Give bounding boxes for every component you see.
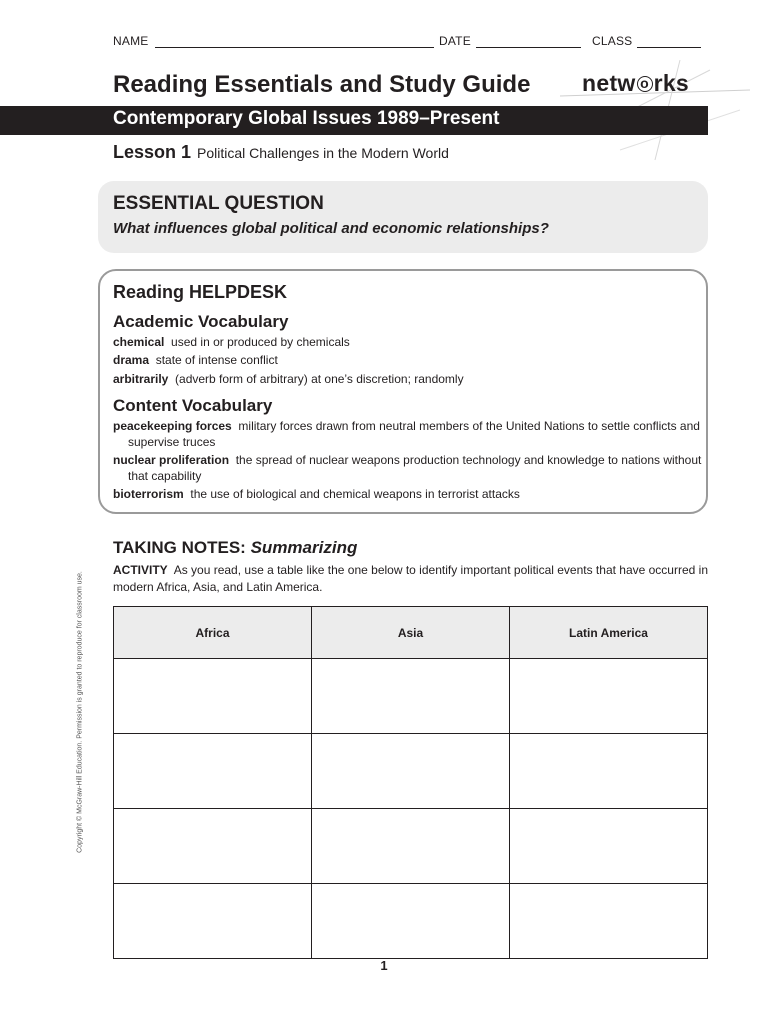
- column-header-africa: Africa: [114, 607, 312, 659]
- notes-table: [113, 606, 708, 959]
- essential-question-text: What influences global political and economic relationships?: [113, 220, 549, 237]
- table-cell[interactable]: [510, 659, 708, 734]
- page-title: Reading Essentials and Study Guide: [113, 71, 531, 98]
- table-cell[interactable]: [312, 809, 510, 884]
- name-label: NAME: [113, 34, 149, 48]
- name-field[interactable]: [155, 47, 434, 48]
- table-cell[interactable]: [114, 659, 312, 734]
- lesson-title: Political Challenges in the Modern World: [197, 145, 449, 161]
- vocab-entry-arbitrarily: arbitrarily (adverb form of arbitrary) at one’s discretion; randomly: [113, 372, 464, 386]
- table-header-row: [114, 607, 708, 659]
- copyright-notice: Copyright © McGraw-Hill Education. Permission is granted to reproduce for classroom use.: [76, 571, 84, 853]
- table-cell[interactable]: [114, 734, 312, 809]
- class-field[interactable]: [637, 47, 701, 48]
- brand-logo: netw o rks: [582, 70, 690, 96]
- vocab-entry-peacekeeping-forces: peacekeeping forces military forces drawn from neutral members of the United Nations to settle conflicts and supervise truces: [113, 419, 700, 449]
- table-cell[interactable]: [312, 884, 510, 959]
- activity-instructions: ACTIVITY As you read, use a table like the one below to identify important political events that have occurred in modern Africa, Asia, and Latin America.: [113, 563, 708, 594]
- date-label: DATE: [439, 34, 471, 48]
- table-row: [114, 734, 708, 809]
- essential-question-box: [98, 181, 708, 253]
- class-label: CLASS: [592, 34, 633, 48]
- lesson-number: Lesson 1: [113, 142, 192, 162]
- unit-title: Contemporary Global Issues 1989–Present: [113, 108, 500, 129]
- page-number: 1: [380, 958, 388, 973]
- logo-o-icon: o: [637, 76, 653, 92]
- table-row: [114, 884, 708, 959]
- table-cell[interactable]: [510, 734, 708, 809]
- helpdesk-title: Reading HELPDESK: [113, 282, 288, 302]
- column-header-latin-america: Latin America: [510, 607, 708, 659]
- vocab-entry-chemical: chemical used in or produced by chemicals: [113, 335, 350, 349]
- table-row: [114, 809, 708, 884]
- taking-notes-heading: TAKING NOTES: Summarizing: [113, 538, 358, 557]
- table-cell[interactable]: [312, 734, 510, 809]
- table-cell[interactable]: [312, 659, 510, 734]
- content-vocabulary-heading: Content Vocabulary: [113, 396, 273, 415]
- table-cell[interactable]: [114, 884, 312, 959]
- table-cell[interactable]: [510, 884, 708, 959]
- table-cell[interactable]: [114, 809, 312, 884]
- vocab-entry-bioterrorism: bioterrorism the use of biological and chemical weapons in terrorist attacks: [113, 487, 520, 501]
- date-field[interactable]: [476, 47, 581, 48]
- table-cell[interactable]: [510, 809, 708, 884]
- academic-vocabulary-heading: Academic Vocabulary: [113, 312, 289, 331]
- lesson-heading: [113, 142, 449, 163]
- essential-question-heading: ESSENTIAL QUESTION: [113, 193, 324, 214]
- vocab-entry-nuclear-proliferation: nuclear proliferation the spread of nuclear weapons production technology and knowledge to nations without that capability: [113, 453, 702, 483]
- table-row: [114, 659, 708, 734]
- column-header-asia: Asia: [312, 607, 510, 659]
- vocab-entry-drama: drama state of intense conflict: [113, 353, 278, 367]
